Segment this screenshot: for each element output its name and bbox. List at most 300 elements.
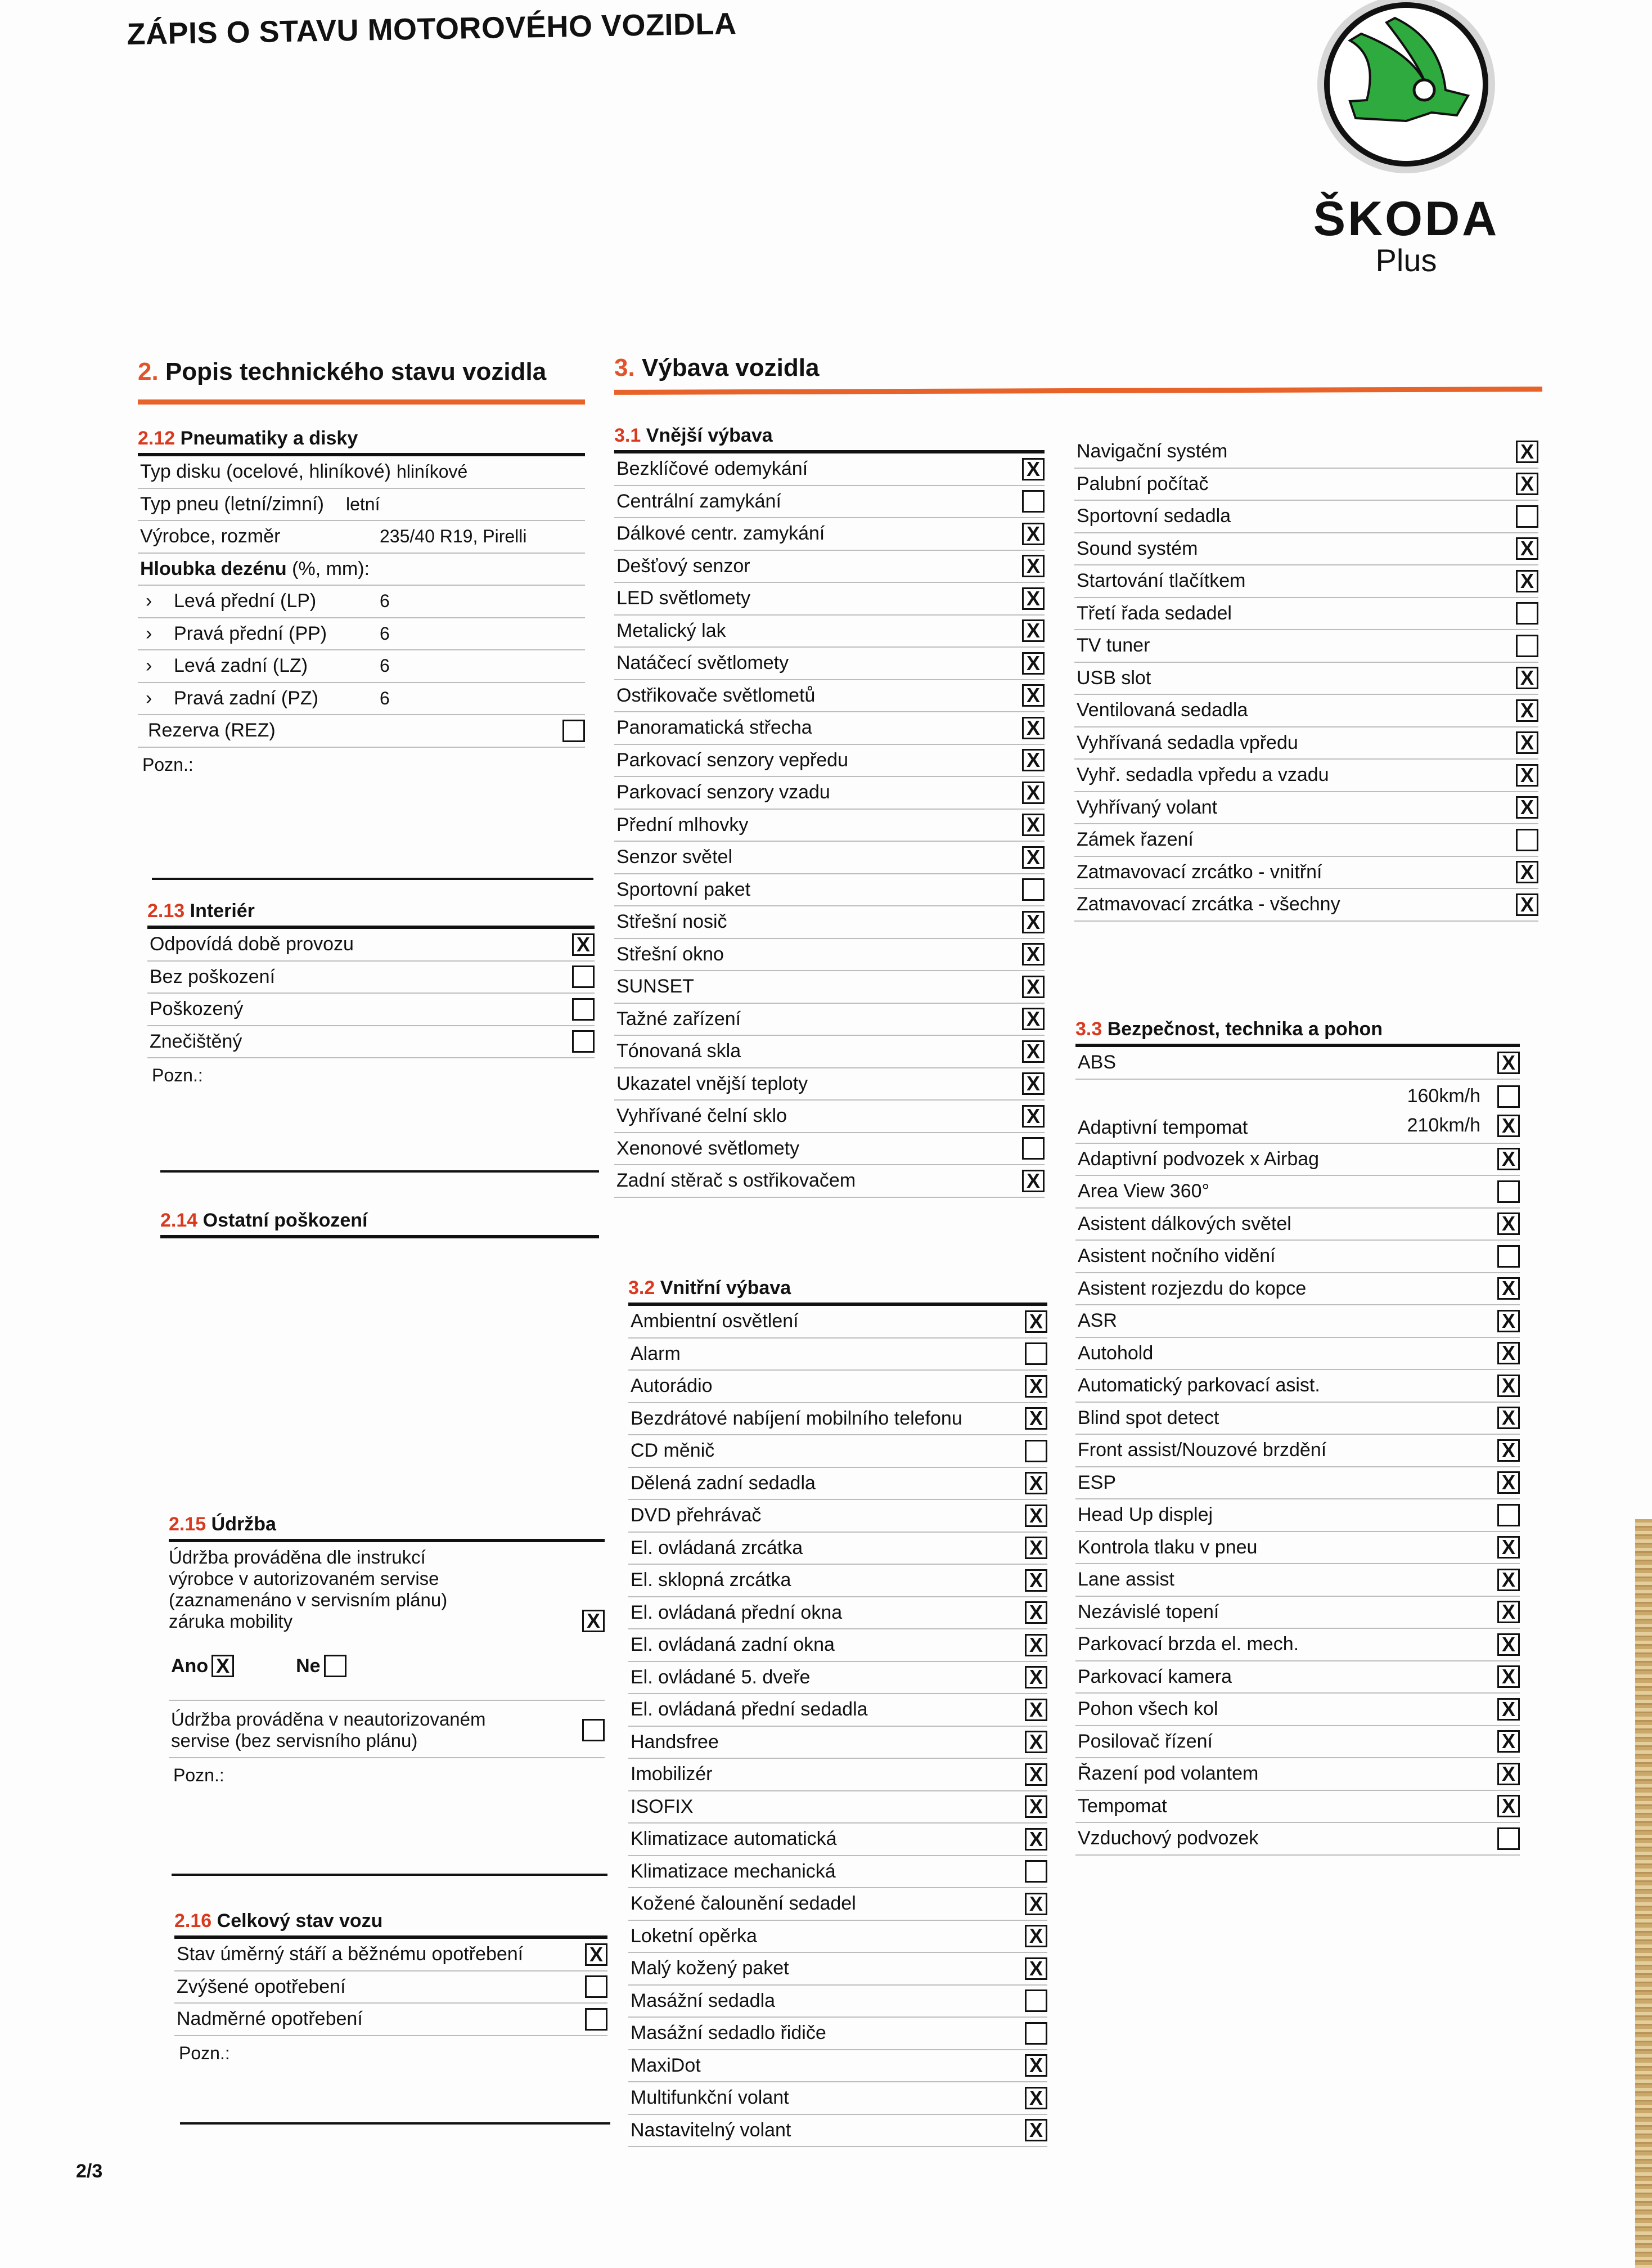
equipment-item-odpovida-dobe-provozu [147,929,595,962]
item-label: Vzduchový podvozek [1078,1827,1259,1849]
row-value[interactable]: letní [346,493,380,514]
checkbox[interactable]: X [1025,1375,1047,1398]
checkbox[interactable] [1025,1989,1047,2012]
overall-condition-section [174,1910,607,2064]
checkbox[interactable]: X [1022,555,1045,577]
maintenance-note-line [172,1874,607,1876]
checkbox[interactable]: X [1497,1633,1520,1656]
checkbox[interactable]: X [1022,1008,1045,1030]
equipment-item-zvysene-opotrebeni [174,1971,607,2004]
checkbox[interactable] [572,1030,595,1053]
overall-note-label: Pozn.: [179,2042,230,2063]
checkbox[interactable]: X [1025,1763,1047,1786]
section-3-heading: 3. Výbava vozidla [614,354,820,381]
checkbox[interactable]: X [1025,1731,1047,1753]
equipment-item-parkovaci-brzda-el-mech [1075,1629,1520,1661]
checkbox[interactable]: X [572,933,595,956]
item-label: Handsfree [631,1731,719,1753]
item-label: Pohon všech kol [1078,1698,1218,1720]
item-label: Tažné zařízení [616,1008,741,1030]
document-title: ZÁPIS O STAVU MOTOROVÉHO VOZIDLA [127,7,737,51]
checkbox[interactable]: X [1022,684,1045,707]
item-label: Sportovní sedadla [1077,505,1231,527]
equipment-item-handsfree [628,1727,1047,1759]
chevron-right-icon: › [146,655,152,677]
interior-equipment-heading: 3.2 Vnitřní výbava [628,1277,1047,1306]
item-label: Znečištěný [150,1030,242,1052]
checkbox[interactable]: X [1022,1170,1045,1192]
equipment-item-tv-tuner [1074,630,1538,663]
interior-condition-section [147,900,595,1086]
item-label: Imobilizér [631,1763,713,1785]
interior-note-label: Pozn.: [152,1065,203,1085]
checkbox[interactable] [585,1975,607,1998]
tires-note-label: Pozn.: [142,754,193,775]
item-label: Ambientní osvětlení [631,1310,799,1332]
tread-label: Levá přední (LP) [174,590,317,612]
checkbox[interactable] [1022,1137,1045,1160]
equipment-item-abs: ABS X [1075,1047,1520,1080]
equipment-item-autohold [1075,1338,1520,1371]
equipment-item-loketni-operka [628,1921,1047,1953]
checkbox[interactable]: X [1025,1893,1047,1915]
equipment-item-sunset [614,971,1045,1004]
item-label: El. sklopná zrcátka [631,1569,791,1591]
checkbox[interactable]: X [1497,1601,1520,1623]
equipment-item-usb-slot [1074,663,1538,695]
equipment-item-kontrola-tlaku-v-pneu [1075,1532,1520,1565]
item-label: Klimatizace automatická [631,1828,837,1850]
equipment-item-zatmavovaci-zrcatko-vnitrni [1074,857,1538,890]
checkbox[interactable]: X [1516,441,1538,463]
checkbox[interactable] [1516,602,1538,625]
mobility-warranty-choice: Ano X Ne [169,1632,605,1701]
item-label: ASR [1078,1310,1117,1332]
checkbox[interactable] [572,965,595,988]
checkbox[interactable]: X [1022,814,1045,836]
equipment-item-masazni-sedadla [628,1986,1047,2018]
section-2-heading: 2. Popis technického stavu vozidla [138,358,547,385]
item-label: Vyhřívaná sedadla vpředu [1077,731,1298,753]
skoda-plus-logo [1277,0,1536,287]
checkbox[interactable]: X [1497,1730,1520,1753]
checkbox[interactable]: X [1516,731,1538,754]
interior-equipment-section [628,1277,1047,2147]
checkbox[interactable]: X [1025,1828,1047,1851]
tread-depth-heading: Hloubka dezénu (%, mm): [138,554,585,586]
tread-value[interactable]: 6 [380,688,390,708]
checkbox[interactable]: X [1022,911,1045,933]
checkbox[interactable]: X [1497,1212,1520,1235]
checkbox[interactable]: X [1516,861,1538,883]
spare-tire-row: Rezerva (REZ) [138,715,585,748]
equipment-item-esp [1075,1467,1520,1500]
brand-name: ŠKODA [1313,192,1500,246]
checkbox[interactable]: X [1025,1795,1047,1818]
checkbox[interactable]: X [1025,2054,1047,2077]
equipment-item-asistent-nocniho-videni [1075,1241,1520,1273]
equipment-item-bez-poskozeni [147,962,595,994]
tire-info-row [138,489,585,522]
item-label: Třetí řada sedadel [1077,602,1232,624]
checkbox[interactable]: X [1025,1407,1047,1430]
item-label: El. ovládaná zrcátka [631,1537,803,1559]
tread-depth-row [138,683,585,716]
authorized-maintenance-row: Údržba prováděna dle instrukcí výrobce v autorizovaném servise (zaznamenáno v servisním plánu) záruka mobility X [169,1542,605,1632]
checkbox[interactable]: X [1025,1925,1047,1947]
checkbox[interactable]: X [1497,1148,1520,1170]
item-label: Bez poškození [150,965,276,987]
tread-label: Pravá zadní (PZ) [174,687,318,709]
equipment-item-panoramaticka-strecha [614,712,1045,745]
equipment-item-centralni-zamykani [614,486,1045,519]
checkbox[interactable]: X [1025,1601,1047,1624]
equipment-item-xenonove-svetlomety [614,1133,1045,1166]
checkbox[interactable] [1025,2022,1047,2045]
item-label: Senzor světel [616,846,732,868]
row-label: Výrobce, rozměr [140,526,281,547]
item-label: Dálkové centr. zamykání [616,523,825,545]
item-label: El. ovládaná přední okna [631,1601,843,1623]
item-label: Kontrola tlaku v pneu [1078,1536,1258,1558]
checkbox[interactable]: X [1022,587,1045,610]
tire-info-row [138,521,585,554]
item-label: Panoramatická střecha [616,717,812,739]
checkbox[interactable]: X [1025,1537,1047,1559]
item-label: Ventilovaná sedadla [1077,699,1248,721]
equipment-item-imobilizer [628,1759,1047,1791]
item-label: USB slot [1077,667,1151,689]
item-label: Vyhřívaný volant [1077,796,1218,818]
checkbox[interactable]: X [1516,796,1538,819]
equipment-item-sportovni-sedadla [1074,501,1538,533]
interior-equipment-continued [1074,436,1538,922]
checkbox[interactable] [1022,878,1045,901]
checkbox[interactable]: X [1025,1957,1047,1980]
item-label: El. ovládané 5. dveře [631,1666,811,1688]
item-label: Střešní nosič [616,911,727,933]
item-label: Parkovací senzory vepředu [616,749,848,771]
equipment-item-vyhr-sedadla-vpredu-a-vzadu [1074,760,1538,792]
checkbox[interactable] [1022,490,1045,513]
checkbox[interactable]: X [1022,749,1045,771]
equipment-item-parkovaci-senzory-vzadu [614,777,1045,810]
checkbox[interactable]: X [585,1943,607,1966]
equipment-item-cd-menic [628,1435,1047,1468]
equipment-item-kozene-calouneni-sedadel [628,1888,1047,1921]
checkbox[interactable] [1497,1827,1520,1850]
authorized-maintenance-checkbox[interactable]: X [582,1610,605,1632]
item-label: Tónovaná skla [616,1040,741,1062]
checkbox[interactable]: X [1497,1665,1520,1688]
equipment-item-ukazatel-vnejsi-teploty [614,1068,1045,1101]
skoda-emblem-icon [1277,0,1536,186]
checkbox[interactable]: X [1516,699,1538,722]
checkbox[interactable]: X [1022,458,1045,480]
tires-heading: 2.12 Pneumatiky a disky [138,428,585,456]
item-label: DVD přehrávač [631,1504,762,1526]
equipment-item-el-ovladana-predni-sedadla [628,1694,1047,1727]
page-number: 2/3 [76,2161,103,2182]
tread-value[interactable]: 6 [380,591,390,612]
equipment-item-head-up-displej [1075,1499,1520,1532]
item-label: Malý kožený paket [631,1957,789,1979]
tread-value[interactable]: 6 [380,655,390,676]
equipment-item-automaticky-parkovaci-asist [1075,1370,1520,1403]
checkbox[interactable] [572,998,595,1021]
checkbox[interactable]: X [1022,943,1045,965]
checkbox[interactable]: X [1497,1471,1520,1494]
spare-tire-checkbox[interactable] [562,720,585,742]
item-label: Stav úměrný stáří a běžnému opotřebení [177,1943,524,1965]
checkbox[interactable] [1025,1342,1047,1365]
checkbox[interactable]: X [1025,1699,1047,1721]
item-label: Vyhř. sedadla vpředu a vzadu [1077,764,1329,786]
equipment-item-el-ovladana-zadni-okna [628,1629,1047,1662]
equipment-item-vyhrivana-sedadla-vpredu [1074,727,1538,760]
item-label: Bezdrátové nabíjení mobilního telefonu [631,1407,962,1429]
equipment-item-klimatizace-automaticka [628,1824,1047,1856]
equipment-item-znecisteny [147,1026,595,1059]
checkbox[interactable]: X [1022,523,1045,545]
item-label: Vyhřívané čelní sklo [616,1105,787,1127]
chevron-right-icon: › [146,687,152,709]
item-label: El. ovládaná přední sedadla [631,1699,868,1721]
checkbox[interactable]: X [1497,1569,1520,1591]
overall-note-line [180,2122,610,2125]
item-label: Kožené čalounění sedadel [631,1893,856,1915]
equipment-item-el-ovladana-predni-okna [628,1597,1047,1630]
checkbox[interactable] [1516,829,1538,851]
checkbox[interactable]: X [1025,1666,1047,1688]
item-label: Head Up displej [1078,1504,1213,1526]
tires-note-line [152,878,593,880]
cruise-210-checkbox[interactable]: X [1497,1115,1520,1137]
checkbox[interactable] [585,2008,607,2031]
equipment-item-el-ovladana-zrcatka [628,1533,1047,1565]
checkbox[interactable]: X [1025,2087,1047,2109]
item-label: CD měnič [631,1440,715,1462]
checkbox[interactable] [1025,1440,1047,1462]
checkbox[interactable] [1516,505,1538,528]
checkbox[interactable]: X [1022,782,1045,804]
row-value[interactable]: hliníkové [397,461,468,482]
tread-label: Levá zadní (LZ) [174,655,308,677]
checkbox[interactable] [1497,1180,1520,1203]
checkbox[interactable]: X [1497,1698,1520,1721]
item-label: Střešní okno [616,943,724,965]
unauthorized-maintenance-row: Údržba prováděna v neautorizovaném servise (bez servisního plánu) [169,1701,605,1758]
item-label: Startování tlačítkem [1077,570,1246,592]
equipment-item-bezdratove-nabijeni-mobilniho-telefonu [628,1403,1047,1436]
item-label: Zatmavovací zrcátko - vnitřní [1077,861,1322,883]
checkbox[interactable]: X [1025,1310,1047,1333]
checkbox[interactable]: X [1022,1105,1045,1128]
abs-checkbox[interactable]: X [1497,1052,1520,1074]
item-label: Parkovací senzory vzadu [616,782,830,803]
item-label: Přední mlhovky [616,814,749,836]
item-label: Navigační systém [1077,441,1228,462]
item-label: Zvýšené opotřebení [177,1975,346,1997]
equipment-item-destovy-senzor [614,551,1045,583]
item-label: Alarm [631,1342,681,1364]
checkbox[interactable]: X [1022,846,1045,869]
item-label: Autorádio [631,1375,713,1397]
safety-heading: 3.3 Bezpečnost, technika a pohon [1075,1018,1520,1047]
adaptive-cruise-row: 160km/h 210km/h X Adaptivní tempomat [1075,1080,1520,1144]
checkbox[interactable]: X [1025,1472,1047,1494]
equipment-item-area-view-360 [1075,1176,1520,1209]
exterior-equipment-section [614,425,1045,1198]
equipment-item-lane-assist [1075,1564,1520,1597]
equipment-item-vyhrivany-volant [1074,792,1538,825]
item-label: TV tuner [1077,635,1150,657]
equipment-item-stresni-okno [614,939,1045,972]
checkbox[interactable]: X [1497,1536,1520,1559]
equipment-item-vyhrivane-celni-sklo [614,1101,1045,1133]
item-label: Area View 360° [1078,1180,1210,1202]
equipment-item-dalkove-centr-zamykani [614,518,1045,551]
equipment-item-alarm [628,1339,1047,1371]
checkbox[interactable]: X [1025,1634,1047,1656]
checkbox[interactable] [1497,1504,1520,1526]
item-label: Zadní stěrač s ostřikovačem [616,1170,856,1192]
checkbox[interactable]: X [1025,1569,1047,1592]
checkbox[interactable] [1025,1860,1047,1883]
equipment-item-nastavitelny-volant [628,2115,1047,2148]
checkbox[interactable]: X [1516,473,1538,495]
equipment-item-nadmerne-opotrebeni [174,2004,607,2036]
equipment-item-led-svetlomety [614,583,1045,616]
item-label: Blind spot detect [1078,1407,1219,1429]
equipment-item-ventilovana-sedadla [1074,695,1538,727]
equipment-item-stav-umerny-stari-a-beznemu-opotrebeni [174,1939,607,1971]
no-checkbox[interactable] [324,1655,346,1677]
item-label: Masážní sedadla [631,1989,776,2011]
item-label: Poškozený [150,998,244,1020]
tread-depth-row [138,586,585,618]
item-label: Asistent rozjezdu do kopce [1078,1277,1307,1299]
equipment-item-ambientni-osvetleni [628,1306,1047,1339]
checkbox[interactable]: X [1497,1310,1520,1332]
checkbox[interactable] [1497,1245,1520,1268]
item-label: Masážní sedadlo řidiče [631,2022,826,2044]
checkbox[interactable]: X [1022,1072,1045,1095]
item-label: Zatmavovací zrcátka - všechny [1077,893,1340,915]
equipment-item-asr [1075,1305,1520,1338]
checkbox[interactable]: X [1516,570,1538,592]
equipment-item-zadni-sterac-s-ostrikovacem [614,1165,1045,1198]
interior-condition-heading: 2.13 Interiér [147,900,595,929]
checkbox[interactable]: X [1516,893,1538,916]
item-label: Automatický parkovací asist. [1078,1375,1320,1396]
item-label: Posilovač řízení [1078,1730,1213,1752]
checkbox[interactable]: X [1022,1040,1045,1063]
item-label: Parkovací brzda el. mech. [1078,1633,1299,1655]
checkbox[interactable]: X [1497,1763,1520,1785]
item-label: Sound systém [1077,537,1198,559]
item-label: Dešťový senzor [616,555,750,577]
tires-section [138,428,585,775]
checkbox[interactable]: X [1022,652,1045,675]
checkbox[interactable]: X [1497,1795,1520,1817]
item-label: Adaptivní podvozek x Airbag [1078,1148,1320,1170]
checkbox[interactable]: X [1025,2119,1047,2141]
checkbox[interactable]: X [1025,1504,1047,1527]
item-label: Zámek řazení [1077,829,1194,851]
safety-section [1075,1018,1520,1856]
equipment-item-delena-zadni-sedadla [628,1468,1047,1501]
item-label: Asistent nočního vidění [1078,1245,1276,1267]
item-label: Loketní opěrka [631,1925,757,1947]
item-label: Ostřikovače světlometů [616,684,816,706]
equipment-item-adaptivni-podvozek-x-airbag [1075,1144,1520,1176]
equipment-item-sportovni-paket [614,874,1045,907]
equipment-item-asistent-rozjezdu-do-kopce [1075,1273,1520,1306]
row-value[interactable]: 235/40 R19, Pirelli [380,526,527,547]
checkbox[interactable]: X [1022,619,1045,642]
maintenance-section [169,1514,605,1786]
unauthorized-maintenance-checkbox[interactable] [582,1719,605,1741]
equipment-item-startovani-tlacitkem [1074,565,1538,598]
equipment-item-blind-spot-detect [1075,1403,1520,1435]
item-label: Bezklíčové odemykání [616,458,808,480]
equipment-item-maly-kozeny-paket [628,1953,1047,1986]
equipment-item-klimatizace-mechanicka [628,1856,1047,1889]
tread-depth-row [138,650,585,683]
equipment-item-senzor-svetel [614,842,1045,874]
yes-checkbox[interactable]: X [211,1655,234,1677]
item-label: Odpovídá době provozu [150,933,354,955]
tread-depth-row [138,618,585,651]
checkbox[interactable]: X [1022,976,1045,998]
row-label: Typ pneu (letní/zimní) [140,493,324,515]
checkbox[interactable]: X [1497,1439,1520,1462]
table-edge-background [1635,1519,1652,2268]
checkbox[interactable]: X [1497,1342,1520,1364]
other-damage-section [160,1210,599,1238]
item-label: Tempomat [1078,1795,1167,1817]
checkbox[interactable]: X [1497,1375,1520,1397]
equipment-item-tonovana-skla [614,1036,1045,1068]
item-label: ISOFIX [631,1795,694,1817]
equipment-item-metalicky-lak [614,616,1045,648]
checkbox[interactable]: X [1516,764,1538,787]
equipment-item-parkovaci-senzory-vepredu [614,745,1045,778]
cruise-160-checkbox[interactable] [1497,1085,1520,1108]
item-label: Asistent dálkových světel [1078,1212,1291,1234]
checkbox[interactable]: X [1497,1277,1520,1300]
checkbox[interactable]: X [1497,1407,1520,1429]
equipment-item-razeni-pod-volantem [1075,1758,1520,1791]
checkbox[interactable]: X [1022,717,1045,739]
checkbox[interactable]: X [1516,537,1538,560]
item-label: Front assist/Nouzové brzdění [1078,1439,1327,1461]
equipment-item-predni-mlhovky [614,810,1045,842]
equipment-item-isofix [628,1791,1047,1824]
equipment-item-el-sklopna-zrcatka [628,1565,1047,1597]
tread-value[interactable]: 6 [380,623,390,644]
maintenance-heading: 2.15 Údržba [169,1514,605,1542]
equipment-item-autoradio [628,1371,1047,1403]
checkbox[interactable]: X [1516,667,1538,689]
equipment-item-multifunkcni-volant [628,2082,1047,2115]
item-label: ESP [1078,1471,1117,1493]
item-label: Metalický lak [616,619,726,641]
checkbox[interactable] [1516,635,1538,657]
equipment-item-stresni-nosic [614,906,1045,939]
equipment-item-pohon-vsech-kol [1075,1694,1520,1726]
